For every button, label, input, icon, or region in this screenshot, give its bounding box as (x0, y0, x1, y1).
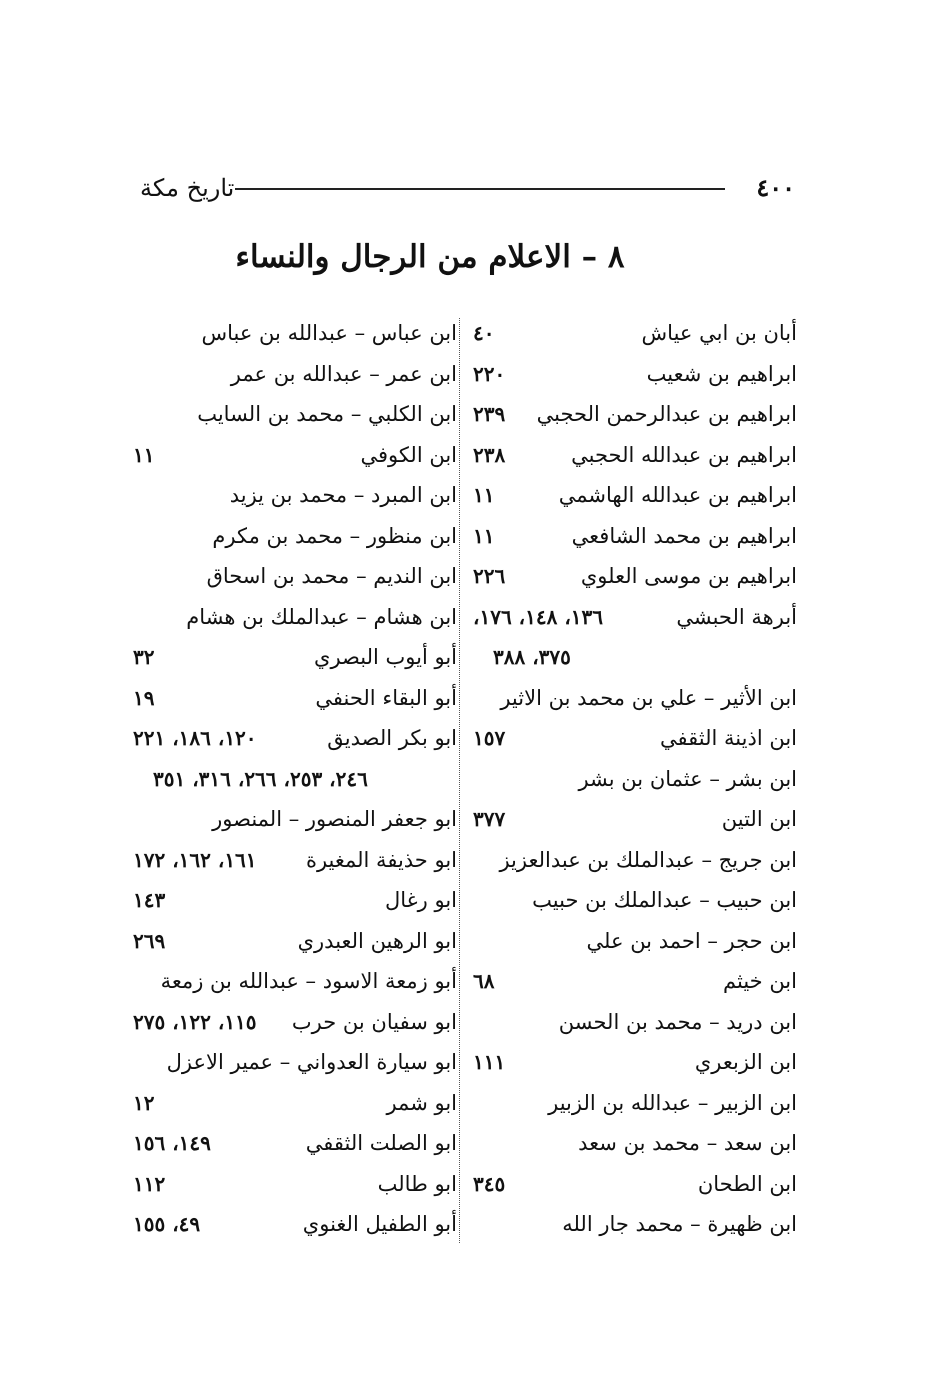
entry-name: ابن اذينة الثقفي (660, 726, 797, 750)
entry-name: أبو أيوب البصري (314, 645, 457, 669)
index-entry (125, 1002, 465, 1042)
entry-name: ابن حجر – احمد بن علي (586, 929, 797, 953)
index-entry (465, 880, 805, 920)
index-entry (465, 718, 805, 758)
entry-pages: ٣٧٥، ٣٨٨ (493, 645, 571, 669)
index-entry (465, 799, 805, 839)
entry-name: ابن حبيب – عبدالملك بن حبيب (532, 888, 797, 912)
index-entry (125, 313, 465, 353)
index-column-right (465, 313, 805, 1243)
entry-name: ابن التين (721, 807, 797, 831)
entry-pages: ٢٦٩ (133, 929, 166, 953)
index-entry (465, 1042, 805, 1082)
entry-name: أبرهة الحبشي (676, 605, 797, 629)
index-entry (465, 1123, 805, 1163)
entry-name: ابو الرهين العبدري (297, 929, 457, 953)
entry-pages: ٤٠ (473, 321, 495, 345)
entry-name: أبو البقاء الحنفي (315, 686, 457, 710)
entry-pages: ١١ (473, 483, 495, 507)
entry-name: ابو شمر (386, 1091, 457, 1115)
entry-pages: ١٩ (133, 686, 155, 710)
entry-name: ابن الزبعري (694, 1050, 797, 1074)
index-entry (465, 597, 805, 637)
index-entry (465, 556, 805, 596)
index-entry (465, 354, 805, 394)
index-entry (465, 435, 805, 475)
index-entry (125, 1164, 465, 1204)
entry-pages: ٢٤٦، ٢٥٣، ٢٦٦، ٣١٦، ٣٥١ (153, 767, 368, 791)
entry-pages: ٦٨ (473, 969, 495, 993)
entry-name: ابو جعفر المنصور – المنصور (212, 807, 457, 831)
entry-name: ابن الكلبي – محمد بن السايب (197, 402, 457, 426)
entry-pages: ١٤٩، ١٥٦ (133, 1131, 211, 1155)
index-entry (465, 961, 805, 1001)
entry-pages: ١٣٦، ١٤٨، ١٧٦، (473, 605, 604, 629)
index-entry (465, 637, 805, 677)
index-entry (465, 516, 805, 556)
entry-pages: ١١ (473, 524, 495, 548)
entry-name: ابن النديم – محمد بن اسحاق (206, 564, 457, 588)
index-entry (125, 556, 465, 596)
entry-pages: ١٥٧ (473, 726, 506, 750)
entry-name: أبان بن ابي عياش (641, 321, 797, 345)
index-entry (465, 840, 805, 880)
index-entry (125, 759, 465, 799)
entry-name: ابراهيم بن موسى العلوي (580, 564, 797, 588)
entry-name: ابراهيم بن شعيب (646, 362, 797, 386)
entry-name: ابن جريج – عبدالملك بن عبدالعزيز (499, 848, 797, 872)
index-entry (125, 1042, 465, 1082)
index-entry (125, 1204, 465, 1244)
entry-name: ابراهيم بن عبدالرحمن الحجبي (536, 402, 797, 426)
entry-name: ابن الأثير – علي بن محمد بن الاثير (500, 686, 797, 710)
index-entry (125, 880, 465, 920)
index-entry (465, 921, 805, 961)
index-entry (125, 597, 465, 637)
entry-name: ابن منظور – محمد بن مكرم (212, 524, 457, 548)
index-entry (125, 961, 465, 1001)
index-entry (125, 921, 465, 961)
index-entry (125, 394, 465, 434)
entry-name: ابو بكر الصديق (327, 726, 457, 750)
entry-name: أبو زمعة الاسود – عبدالله بن زمعة (160, 969, 457, 993)
entry-pages: ١١٥، ١٢٢، ٢٧٥ (133, 1010, 257, 1034)
entry-pages: ٢٣٩ (473, 402, 506, 426)
index-entry (125, 475, 465, 515)
entry-name: ابن الطحان (697, 1172, 797, 1196)
entry-name: ابن المبرد – محمد بن يزيد (229, 483, 457, 507)
entry-name: ابن بشر – عثمان بن بشر (578, 767, 797, 791)
section-title: ٨ – الاعلام من الرجال والنساء (235, 239, 625, 275)
entry-pages: ١١ (133, 443, 155, 467)
entry-pages: ١١١ (473, 1050, 506, 1074)
entry-name: أبو الطفيل الغنوي (302, 1212, 457, 1236)
entry-pages: ٢٣٨ (473, 443, 506, 467)
index-entry (125, 678, 465, 718)
entry-name: ابو رغال (385, 888, 457, 912)
running-header (140, 172, 795, 204)
entry-pages: ٣٧٧ (473, 807, 506, 831)
entry-name: ابن الزبير – عبدالله بن الزبير (548, 1091, 797, 1115)
entry-pages: ٣٢ (133, 645, 155, 669)
entry-pages: ١١٢ (133, 1172, 166, 1196)
header-rule (235, 188, 725, 190)
index-entry (465, 313, 805, 353)
index-entry (465, 678, 805, 718)
entry-name: ابراهيم بن محمد الشافعي (571, 524, 797, 548)
index-entry (125, 637, 465, 677)
entry-name: ابن هشام – عبدالملك بن هشام (186, 605, 457, 629)
index-entry (125, 1083, 465, 1123)
index-entry (125, 799, 465, 839)
entry-name: ابن عباس – عبدالله بن عباس (201, 321, 457, 345)
index-entry (465, 759, 805, 799)
entry-pages: ١٦١، ١٦٢، ١٧٢ (133, 848, 257, 872)
entry-name: ابو طالب (377, 1172, 457, 1196)
index-entry (125, 516, 465, 556)
entry-name: ابو سفيان بن حرب (291, 1010, 457, 1034)
index-entry (465, 1204, 805, 1244)
index-entry (125, 840, 465, 880)
entry-pages: ١٤٣ (133, 888, 166, 912)
index-entry (465, 1002, 805, 1042)
entry-name: ابراهيم بن عبدالله الهاشمي (558, 483, 797, 507)
entry-name: ابو سيارة العدواني – عمير الاعزل (166, 1050, 457, 1074)
index-entry (125, 718, 465, 758)
entry-name: ابن خيثم (723, 969, 797, 993)
entry-name: ابو الصلت الثقفي (305, 1131, 457, 1155)
index-entry (125, 354, 465, 394)
book-title: تاريخ مكة (140, 174, 235, 202)
index-entry (465, 1083, 805, 1123)
index-entry (125, 435, 465, 475)
entry-pages: ٢٢٠ (473, 362, 506, 386)
index-entry (465, 394, 805, 434)
index-column-left (125, 313, 465, 1243)
entry-name: ابن دريد – محمد بن الحسن (558, 1010, 797, 1034)
entry-pages: ١٢٠، ١٨٦، ٢٢١ (133, 726, 257, 750)
index-entry (125, 1123, 465, 1163)
entry-name: ابن الكوفي (360, 443, 457, 467)
entry-name: ابو حذيفة المغيرة (305, 848, 457, 872)
entry-name: ابن عمر – عبدالله بن عمر (230, 362, 457, 386)
entry-name: ابراهيم بن عبدالله الحجبي (571, 443, 797, 467)
index-entry (465, 475, 805, 515)
entry-pages: ٣٤٥ (473, 1172, 506, 1196)
index-entry (465, 1164, 805, 1204)
entry-pages: ١٢ (133, 1091, 155, 1115)
entry-pages: ٢٢٦ (473, 564, 506, 588)
entry-name: ابن ظهيرة – محمد جار الله (562, 1212, 797, 1236)
entry-pages: ٤٩، ١٥٥ (133, 1212, 201, 1236)
entry-name: ابن سعد – محمد بن سعد (578, 1131, 797, 1155)
page-number: ٤٠٠ (756, 173, 795, 202)
